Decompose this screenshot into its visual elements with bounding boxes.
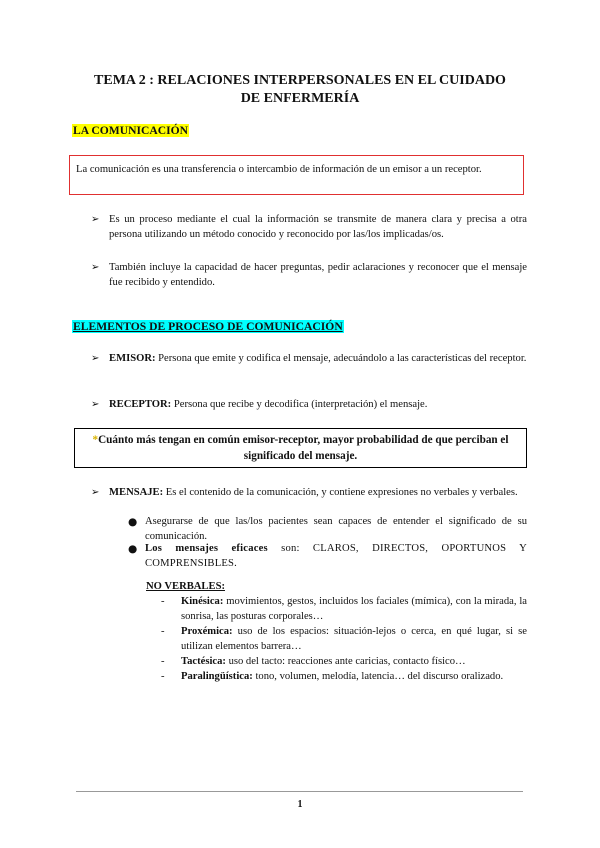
term-label: MENSAJE: [109, 487, 164, 498]
callout-text: Cuánto más tengan en común emisor-receptor, mayor probabilidad de que perciban el significado del mensaje. [98, 434, 509, 462]
term-label: RECEPTOR: [109, 399, 172, 410]
sub-list-item [128, 515, 527, 544]
list-item-text: Es un proceso mediante el cual la información se transmite de manera clara y precisa a otra persona utilizando un método conocido y reconocido por las/los implicadas/os. [109, 214, 527, 240]
list-item-text: También incluye la capacidad de hacer preguntas, pedir aclaraciones y reconocer que el mensaje fue recibido y entendido. [109, 262, 527, 288]
dash-list-item [161, 655, 527, 670]
term-text: Persona que emite y codifica el mensaje, adecuándolo a las características del receptor. [155, 353, 527, 364]
dash-item-label: Tactésica: [181, 656, 226, 667]
dash-item-label: Proxémica: [181, 626, 233, 637]
page-title: TEMA 2 : RELACIONES INTERPERSONALES EN EL CUIDADO DE ENFERMERÍA [94, 73, 506, 106]
dash-item-label: Kinésica: [181, 596, 224, 607]
term-text: Persona que recibe y decodifica (interpretación) el mensaje. [171, 399, 428, 410]
sub-list-item [128, 542, 527, 571]
dot-bullet-icon: ● [128, 516, 138, 528]
arrow-bullet-icon: ➢ [91, 214, 100, 225]
asterisk-mark: * [92, 434, 99, 446]
dash-item-text: uso del tacto: reacciones ante caricias, contacto físico… [225, 656, 466, 667]
list-item-emisor [91, 352, 527, 367]
dash-list-item [161, 670, 527, 685]
dash-item-text: uso de los espacios: situación-lejos o cerca, en qué lugar, si se utilizan elementos barrera… [181, 626, 527, 652]
arrow-bullet-icon: ➢ [91, 353, 100, 364]
sub-list-item-text: Asegurarse de que las/los pacientes sean capaces de entender el significado de su comunicación. [145, 516, 527, 542]
no-verbales-heading: NO VERBALES: [146, 581, 225, 592]
arrow-bullet-icon: ➢ [91, 262, 100, 273]
list-item-mensaje [91, 486, 527, 501]
dash-list-item [161, 625, 527, 654]
section-heading-text: LA COMUNICACIÓN [73, 124, 188, 137]
term-label: EMISOR: [109, 353, 156, 364]
arrow-bullet-icon: ➢ [91, 399, 100, 410]
arrow-bullet-icon: ➢ [91, 487, 100, 498]
section-heading-comunicacion [72, 124, 189, 139]
section-heading-elementos [72, 320, 344, 335]
term-text: Es el contenido de la comunicación, y contiene expresiones no verbales y verbales. [163, 487, 518, 498]
dash-bullet-icon: - [161, 596, 165, 607]
list-item [91, 213, 527, 242]
section-heading-text: ELEMENTOS DE PROCESO DE COMUNICACIÓN [73, 320, 343, 333]
dash-item-label: Paralingüística: [181, 671, 253, 682]
dash-bullet-icon: - [161, 656, 165, 667]
dash-item-text: movimientos, gestos, incluidos los faciales (mímica), con la mirada, la sonrisa, las posturas corporales… [181, 596, 527, 622]
definition-box: La comunicación es una transferencia o intercambio de información de un emisor a un receptor. [69, 155, 524, 195]
footer-divider [76, 791, 523, 792]
callout-box [74, 428, 527, 468]
dash-list-item [161, 595, 527, 624]
dash-bullet-icon: - [161, 626, 165, 637]
dash-bullet-icon: - [161, 671, 165, 682]
sub-list-item-label: Los mensajes eficaces [145, 543, 268, 554]
list-item [91, 261, 527, 290]
list-item-receptor [91, 398, 527, 413]
sub-list-item-text: son: CLAROS, DIRECTOS, OPORTUNOS Y COMPRENSIBLES. [145, 543, 527, 569]
dash-item-text: tono, volumen, melodía, latencia… del discurso oralizado. [252, 671, 504, 682]
dot-bullet-icon: ● [128, 543, 138, 555]
page-number: 1 [297, 799, 303, 810]
